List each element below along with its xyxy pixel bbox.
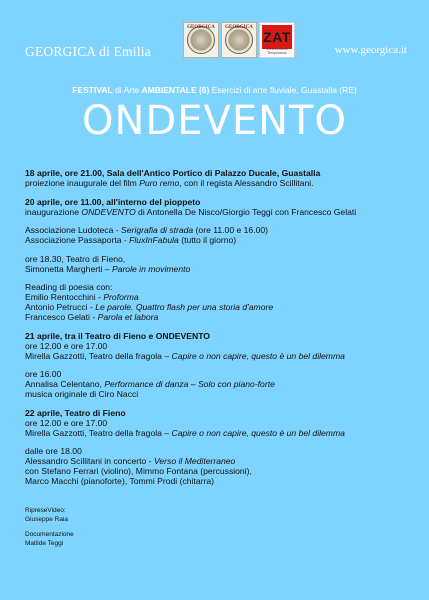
brand-name: GEORGICA di Emilia (25, 44, 151, 59)
day2-line: Francesco Gelati - Parola et labora (25, 312, 159, 322)
day3-line: ore 12.00 e ore 17.00 (25, 340, 108, 351)
video-credit-label: RipreseVideo: (25, 507, 66, 514)
day3-line: Mirella Gazzotti, Teatro della fragola – Capire o non capire, questo è un bel dilemma (25, 350, 345, 361)
credits (25, 507, 74, 548)
day4-line: Mirella Gazzotti, Teatro della fragola – Capire o non capire, questo è un bel dilemma (25, 427, 345, 438)
header (0, 0, 429, 68)
day1-heading: 18 aprile, ore 21.00, Sala dell'Antico Portico di Palazzo Ducale, Guastalla (25, 168, 321, 178)
day4-line: con Stefano Ferrari (violino), Mimmo Fontana (percussioni), (25, 466, 252, 476)
day2-line: Simonetta Margherti – Parole in movimento (25, 263, 191, 274)
day4-line: Alessandro Scillitani in concerto - Verso il Mediterraneo (25, 456, 236, 466)
day4-heading: 22 aprile, Teatro di Fieno (25, 407, 126, 418)
day3-line: Annalisa Celentano, Performance di danza – Solo con piano-forte (25, 379, 275, 389)
day3-line: ore 16.00 (25, 369, 62, 379)
day2-line: Associazione Passaporta - FluxInFabula (tutto il giorno) (25, 235, 237, 245)
day2-line: inaugurazione ONDEVENTO di Antonella De Nisco/Giorgio Teggi con Francesco Gelati (25, 206, 357, 217)
georgica-logo: GEORGICA (183, 22, 219, 58)
festival-subtitle: FESTIVAL di Arte AMBIENTALE (6) Esercizi di arte fluviale, Guastalla (RE) (72, 85, 357, 95)
documentation-credit-label: Documentazione (25, 531, 74, 538)
georgica-emilia-seal-icon (225, 26, 253, 54)
website-url: www.georgica.it (334, 44, 407, 56)
day4-line: dalle ore 18.00 (25, 446, 82, 456)
georgica-seal-icon (187, 26, 215, 54)
video-credit-name: Giuseppe Raia (25, 515, 68, 523)
day2-line: Associazione Ludoteca - Serigrafia di strada (ore 11.00 e 16.00) (25, 225, 269, 235)
day2-line: Antonio Petrucci - Le parole. Quattro flash per una storia d'amore (25, 302, 274, 312)
documentation-credit-name: Matilde Teggi (25, 539, 64, 547)
zat-logo: ZAT Zona Artistica Temporanea (259, 22, 295, 58)
day2-heading: 20 aprile, ore 11.00, all'interno del pioppeto (25, 196, 201, 207)
day2-line: Reading di poesia con: (25, 282, 113, 292)
day4-line: Marco Macchi (pianoforte), Tommi Prodi (chitarra) (25, 476, 214, 486)
program (25, 168, 415, 486)
georgica-emilia-logo: GEORGICA (221, 22, 257, 58)
day1-line: proiezione inaugurale del film Puro remo, con il regista Alessandro Scillitani. (25, 178, 314, 188)
day2-line: ore 18.30, Teatro di Fieno, (25, 253, 126, 264)
day2-line: Emilio Rentocchini - Proforma (25, 292, 139, 302)
day4-line: ore 12.00 e ore 17.00 (25, 417, 108, 428)
day3-heading: 21 aprile, tra il Teatro di Fieno e ONDEVENTO (25, 330, 210, 341)
day3-line: musica originale di Ciro Nacci (25, 389, 139, 399)
page-title: ONDEVENTO (82, 98, 347, 144)
